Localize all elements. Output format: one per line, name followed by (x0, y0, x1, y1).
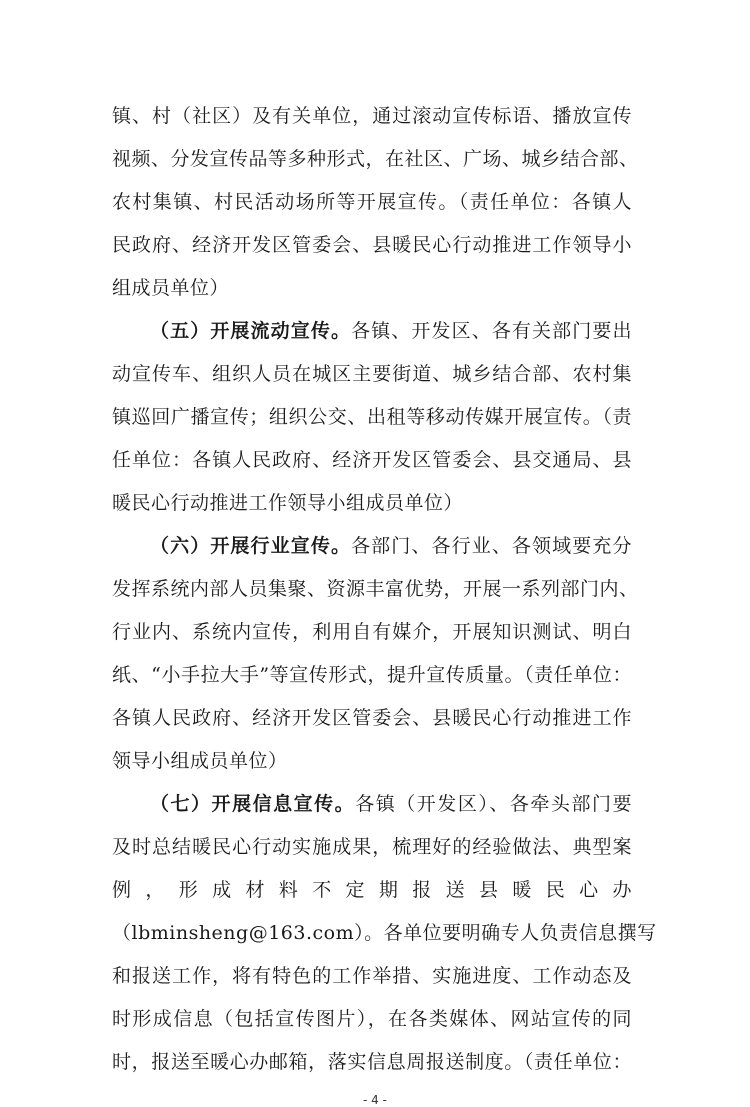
body-line-14: 纸、“小手拉大手”等宣传形式，提升宣传质量。（责任单位： (112, 664, 632, 686)
page-number: - 4 - (363, 1093, 387, 1107)
section-heading: （七）开展信息宣传。 (150, 793, 356, 815)
body-line-1: 镇、村（社区）及有关单位，通过滚动宣传标语、播放宣传 (112, 105, 632, 127)
section-line-11 (150, 524, 632, 568)
body-line-5: 组成员单位） (112, 277, 230, 299)
section-heading: （五）开展流动宣传。 (150, 320, 352, 342)
body-line-23: 时，报送至暖心办邮箱，落实信息周报送制度。（责任单位： (112, 1051, 632, 1073)
body-line-3: 农村集镇、村民活动场所等开展宣传。（责任单位：各镇人 (112, 191, 632, 213)
section-heading: （六）开展行业宣传。 (150, 535, 352, 557)
body-line-4: 民政府、经济开发区管委会、县暖民心行动推进工作领导小 (112, 234, 632, 256)
body-line-7: 动宣传车、组织人员在城区主要街道、城乡结合部、农村集 (112, 363, 632, 385)
body-line-20: （lbminsheng@163.com）。各单位要明确专人负责信息撰写 (112, 922, 657, 944)
body-line-13: 行业内、系统内宣传，利用自有媒介，开展知识测试、明白 (112, 621, 632, 643)
body-line-9: 任单位：各镇人民政府、经济开发区管委会、县交通局、县 (112, 449, 632, 471)
body-line-18: 及时总结暖民心行动实施成果，梳理好的经验做法、典型案 (112, 836, 632, 858)
section-line-6 (150, 309, 632, 353)
body-line-10: 暖民心行动推进工作领导小组成员单位） (112, 492, 464, 514)
section-text: 各镇（开发区）、各牵头部门要 (355, 793, 632, 815)
body-line-12: 发挥系统内部人员集聚、资源丰富优势，开展一系列部门内、 (112, 578, 639, 600)
section-text: 各镇、开发区、各有关部门要出 (351, 320, 632, 342)
body-line-15: 各镇人民政府、经济开发区管委会、县暖民心行动推进工作 (112, 707, 632, 729)
section-text: 各部门、各行业、各领域要充分 (351, 535, 632, 557)
body-line-2: 视频、分发宣传品等多种形式，在社区、广场、城乡结合部、 (112, 148, 639, 170)
section-line-17 (150, 782, 632, 826)
body-line-8: 镇巡回广播宣传；组织公交、出租等移动传媒开展宣传。（责 (112, 406, 632, 428)
body-line-19: 例，形成材料不定期报送县暖民心办 (112, 879, 632, 901)
body-line-16: 领导小组成员单位） (112, 750, 288, 772)
body-line-22: 时形成信息（包括宣传图片），在各类媒体、网站宣传的同 (112, 1008, 632, 1030)
body-line-21: 和报送工作，将有特色的工作举措、实施进度、工作动态及 (112, 965, 632, 987)
